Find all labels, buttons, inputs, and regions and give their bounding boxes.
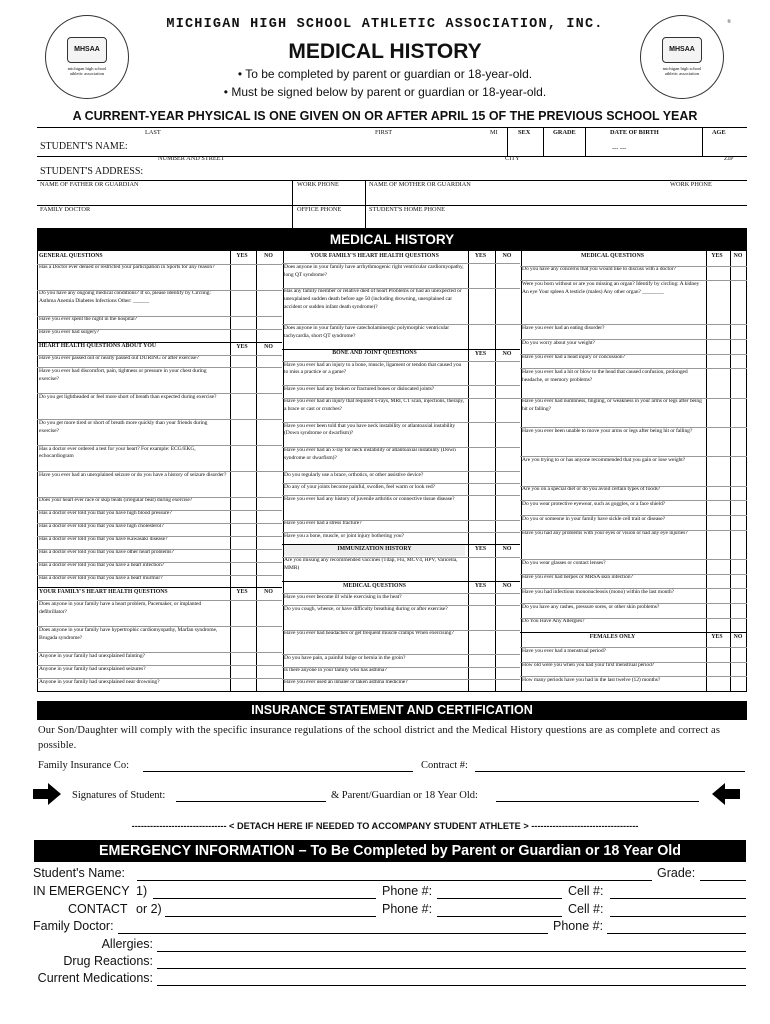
yes-answer-cell[interactable]: [230, 627, 254, 651]
question-text: Have you ever had a head injury or concussion?: [522, 354, 625, 361]
question-text: Does your heart ever race or skip beats (irregular beat) during exercise?: [39, 497, 193, 504]
question-text: Has a doctor ever told you that you have a heart murmur?: [39, 575, 163, 582]
yes-answer-cell[interactable]: [468, 680, 493, 690]
question-text: Have you ever had discomfort, pain, tightness or pressure in your chest during exercise?: [39, 367, 207, 382]
current-medications-label: Current Medications:: [37, 971, 153, 985]
no-answer-cell[interactable]: [730, 677, 746, 690]
no-column-label: NO: [502, 350, 512, 357]
question-text: Have you ever had an injury that required x-rays, MRI, CT scan, injections, therapy, a brace or cast or crutches?: [284, 398, 465, 412]
question-text: Do you get more tired or short of breath more quickly than your friends during exercise?: [39, 419, 208, 434]
student-signature-label: Signatures of Student:: [72, 790, 166, 801]
yes-answer-cell[interactable]: [230, 498, 254, 509]
yes-answer-cell[interactable]: [468, 264, 493, 286]
work-phone-1-label: WORK PHONE: [297, 181, 339, 188]
father-label: NAME OF FATHER OR GUARDIAN: [40, 181, 139, 188]
question-text: Has a doctor ever told you that you have other heart problems?: [39, 549, 174, 556]
yes-answer-cell[interactable]: [468, 423, 493, 445]
no-answer-cell[interactable]: [730, 648, 746, 661]
no-answer-cell[interactable]: [730, 399, 746, 426]
yes-column-label: YES: [474, 350, 487, 357]
medical-history-header: MEDICAL HISTORY: [37, 229, 747, 250]
yes-answer-cell[interactable]: [230, 576, 254, 587]
yes-answer-cell[interactable]: [706, 663, 728, 676]
no-answer-cell[interactable]: [730, 325, 746, 338]
no-answer-cell[interactable]: [256, 265, 281, 289]
yes-answer-cell[interactable]: [230, 679, 254, 690]
question-text: Do you get lightheaded or feel more short of breath than expected during exercise?: [39, 393, 217, 400]
parent-signature-field[interactable]: [496, 801, 699, 802]
yes-answer-cell[interactable]: [706, 281, 728, 323]
question-text: Have you ever had headaches or get frequent muscle cramps When exercising?: [284, 630, 454, 637]
yes-answer-cell[interactable]: [706, 589, 728, 602]
section-heading: MEDICAL QUESTIONS: [581, 252, 644, 259]
question-text: Were you born without or are you missing an organ? Identify by circling: A kidney An eye Your spleen A testicle (males) Any other organ? ________: [522, 280, 700, 295]
question-text: Do you worry about your weight?: [522, 339, 595, 346]
yes-answer-cell[interactable]: [230, 666, 254, 677]
yes-answer-cell[interactable]: [230, 368, 254, 392]
yes-answer-cell[interactable]: [468, 399, 493, 421]
question-text: Does anyone in your family have arrhythmogenic right ventricular cardiomyopathy, long QT syndrome?: [284, 263, 464, 278]
no-answer-cell[interactable]: [730, 281, 746, 323]
yes-answer-cell[interactable]: [706, 428, 728, 455]
no-answer-cell[interactable]: [730, 487, 746, 500]
physical-notice: A CURRENT-YEAR PHYSICAL IS ONE GIVEN ON OR AFTER APRIL 15 OF THE PREVIOUS SCHOOL YEAR: [72, 109, 698, 123]
question-text: Are you on a special diet or do you avoid certain types of foods?: [522, 486, 661, 493]
cell-1-label: Cell #:: [568, 884, 604, 898]
no-answer-cell[interactable]: [495, 448, 519, 470]
logo-caption: michigan high school athletic association: [67, 66, 107, 76]
insurance-company-label: Family Insurance Co:: [38, 760, 129, 771]
yes-answer-cell[interactable]: [468, 448, 493, 470]
yes-answer-cell[interactable]: [468, 289, 493, 324]
question-text: Has a doctor ever told you that you have high cholesterol?: [39, 523, 164, 530]
logo-badge: MHSAA: [662, 37, 702, 63]
question-text: Have you ever had surgery?: [39, 329, 100, 336]
first-label: FIRST: [375, 129, 393, 136]
no-answer-cell[interactable]: [495, 631, 519, 653]
cell-2-field[interactable]: [610, 916, 746, 917]
no-answer-cell[interactable]: [730, 619, 746, 632]
no-answer-cell[interactable]: [256, 511, 281, 522]
question-text: Does anyone in your family have catecholaminergic polymorphic ventricular tachycardia, short QT syndrome?: [284, 324, 450, 339]
insurance-statement: Our Son/Daughter will comply with the specific insurance regulations of the school district and the Medical History questions are as complete and correct as possible.: [38, 725, 721, 751]
yes-answer-cell[interactable]: [230, 524, 254, 535]
org-name: MICHIGAN HIGH SCHOOL ATHLETIC ASSOCIATION, INC.: [166, 17, 604, 32]
yes-answer-cell[interactable]: [468, 386, 493, 396]
yes-answer-cell[interactable]: [230, 537, 254, 548]
question-text: Do You Have Any Allergies?: [522, 618, 585, 625]
question-text: Do you have pain, a painful bulge or hernia in the groin?: [284, 654, 406, 661]
logo-badge: MHSAA: [67, 37, 107, 63]
contract-field[interactable]: [475, 771, 745, 772]
no-answer-cell[interactable]: [256, 679, 281, 690]
no-answer-cell[interactable]: [256, 498, 281, 509]
yes-answer-cell[interactable]: [468, 668, 493, 678]
no-answer-cell[interactable]: [730, 531, 746, 558]
question-text: Has a doctor ever told you that you have a heart infection?: [39, 562, 165, 569]
phone-2-field[interactable]: [437, 916, 562, 917]
question-text: Anyone in your family had unexplained near drowning?: [39, 678, 160, 685]
yes-answer-cell[interactable]: [468, 496, 493, 518]
section-heading: YOUR FAMILY'S HEART HEALTH QUESTIONS: [39, 588, 168, 595]
home-phone-label: STUDENT'S HOME PHONE: [369, 206, 445, 213]
no-answer-cell[interactable]: [495, 533, 519, 543]
no-answer-cell[interactable]: [256, 601, 281, 625]
yes-answer-cell[interactable]: [468, 655, 493, 665]
question-text: Have you ever had a hit or blow to the head that caused confusion, prolonged headache, or memory problems?: [522, 368, 688, 383]
yes-answer-cell[interactable]: [706, 457, 728, 484]
drug-reactions-field[interactable]: [157, 968, 746, 969]
no-answer-cell[interactable]: [256, 472, 281, 496]
no-answer-cell[interactable]: [495, 496, 519, 518]
yes-answer-cell[interactable]: [230, 446, 254, 470]
yes-answer-cell[interactable]: [706, 575, 728, 588]
no-answer-cell[interactable]: [256, 368, 281, 392]
no-answer-cell[interactable]: [495, 558, 519, 580]
no-column-label: NO: [502, 253, 512, 259]
no-column-label: NO: [264, 343, 273, 350]
yes-answer-cell[interactable]: [468, 484, 493, 494]
no-answer-cell[interactable]: [495, 289, 519, 324]
yes-answer-cell[interactable]: [230, 265, 254, 289]
arrow-left-icon: [712, 783, 740, 805]
in-emergency-label: IN EMERGENCY: [33, 884, 130, 898]
yes-answer-cell[interactable]: [230, 550, 254, 561]
yes-answer-cell[interactable]: [706, 340, 728, 353]
section-heading: MEDICAL QUESTIONS: [343, 582, 406, 589]
no-answer-cell[interactable]: [730, 663, 746, 676]
yes-answer-cell[interactable]: [706, 267, 728, 280]
no-answer-cell[interactable]: [256, 627, 281, 651]
no-answer-cell[interactable]: [730, 560, 746, 573]
question-text: Have you ever been told that you have neck instability or atlantoaxial instability (Down syndrome or dwarfism)?: [284, 422, 456, 437]
yes-answer-cell[interactable]: [468, 606, 493, 628]
yes-answer-cell[interactable]: [706, 531, 728, 558]
question-text: Have you ever had a stress fracture?: [284, 520, 362, 527]
student-name-label: STUDENT'S NAME:: [40, 141, 128, 152]
doctor-label: FAMILY DOCTOR: [40, 206, 91, 213]
question-text: Have you ever had an eating disorder?: [522, 324, 605, 331]
yes-column-label: YES: [474, 253, 487, 259]
no-answer-cell[interactable]: [730, 267, 746, 280]
section-heading: IMMUNIZATION HISTORY: [284, 545, 465, 556]
yes-answer-cell[interactable]: [706, 560, 728, 573]
question-text: Do you wear protective eyewear, such as goggles, or a face shield?: [522, 500, 666, 507]
question-text: Do you cough, wheeze, or have difficulty breathing during or after exercise?: [284, 605, 448, 612]
grade-field[interactable]: [700, 880, 746, 881]
mother-label: NAME OF MOTHER OR GUARDIAN: [369, 181, 471, 188]
no-answer-cell[interactable]: [730, 369, 746, 396]
question-text: Does anyone in your family have hypertrophic cardiomyopathy, Marfan syndrome, Brugada syndrome?: [39, 626, 218, 641]
no-answer-cell[interactable]: [256, 356, 281, 367]
yes-answer-cell[interactable]: [230, 653, 254, 664]
no-column-label: NO: [502, 583, 512, 589]
no-answer-cell[interactable]: [256, 524, 281, 535]
question-text: Does anyone in your family have a heart problem, Pacemaker, or implanted defibrillator?: [39, 600, 202, 615]
no-answer-cell[interactable]: [495, 264, 519, 286]
city-label: CITY: [505, 155, 520, 162]
question-text: Has any family member or relative died of heart Problems or had an unexpected or unexplained sudden death before age 50 (including drowning, unexplained car accident or sudden infant death syndrome)?: [284, 288, 462, 310]
contract-label: Contract #:: [421, 760, 468, 771]
question-text: Anyone in your family had unexplained fainting?: [39, 652, 145, 659]
yes-answer-cell[interactable]: [468, 558, 493, 580]
phone-1-field[interactable]: [437, 898, 562, 899]
grade-label: Grade:: [657, 866, 696, 880]
yes-answer-cell[interactable]: [706, 325, 728, 338]
question-text: Have you ever been unable to move your arms or legs after being hit or falling?: [522, 427, 693, 434]
zip-label: ZIP: [724, 155, 734, 162]
doctor-phone-field[interactable]: [607, 933, 746, 934]
logo-caption: michigan high school athletic association: [662, 66, 702, 76]
no-column-label: NO: [264, 589, 273, 596]
no-answer-cell[interactable]: [495, 325, 519, 347]
no-answer-cell[interactable]: [495, 472, 519, 482]
yes-answer-cell[interactable]: [706, 648, 728, 661]
yes-answer-cell[interactable]: [706, 604, 728, 617]
insurance-company-field[interactable]: [143, 771, 413, 772]
no-answer-cell[interactable]: [495, 521, 519, 531]
no-column-label: NO: [502, 546, 512, 553]
phone-1-label: Phone #:: [382, 884, 433, 898]
grade-label: GRADE: [553, 129, 576, 136]
question-text: Do any of your joints become painful, swollen, feel warm or look red?: [284, 483, 435, 490]
yes-answer-cell[interactable]: [706, 516, 728, 529]
question-text: Have you ever had herpes or MRSA skin infection?: [522, 574, 633, 581]
no-answer-cell[interactable]: [495, 655, 519, 665]
no-answer-cell[interactable]: [730, 457, 746, 484]
family-doctor-field[interactable]: [118, 933, 548, 934]
page-title: MEDICAL HISTORY: [288, 40, 482, 63]
yes-column-label: YES: [236, 589, 248, 596]
question-text: Have you had any problems with your eyes or vision or had any eye injuries?: [522, 530, 688, 537]
question-text: Have you had infectious mononucleosis (mono) within the last month?: [522, 588, 674, 595]
no-answer-cell[interactable]: [495, 594, 519, 604]
yes-answer-cell[interactable]: [230, 511, 254, 522]
dob-label: DATE OF BIRTH: [610, 129, 659, 136]
yes-answer-cell[interactable]: [468, 325, 493, 347]
last-label: LAST: [145, 129, 161, 136]
emergency-header: EMERGENCY INFORMATION – To Be Completed by Parent or Guardian or 18 Year Old: [34, 840, 746, 862]
no-column-label: NO: [733, 253, 743, 259]
no-column-label: NO: [264, 253, 273, 259]
student-signature-field[interactable]: [176, 801, 326, 802]
family-doctor-label: Family Doctor:: [33, 919, 114, 933]
student-name-label: Student's Name:: [33, 866, 126, 880]
no-answer-cell[interactable]: [495, 606, 519, 628]
instruction-1: • To be completed by parent or guardian or 18-year-old.: [237, 67, 533, 81]
no-answer-cell[interactable]: [730, 340, 746, 353]
question-text: Do you regularly use a brace, orthotics, or other assistive device?: [284, 471, 424, 478]
question-text: Have you ever had a menstrual period?: [522, 647, 606, 654]
no-answer-cell[interactable]: [256, 446, 281, 470]
no-answer-cell[interactable]: [256, 653, 281, 664]
section-heading: BONE AND JOINT QUESTIONS: [332, 350, 417, 357]
yes-answer-cell[interactable]: [706, 355, 728, 368]
yes-answer-cell[interactable]: [706, 399, 728, 426]
yes-answer-cell[interactable]: [230, 317, 254, 328]
sex-label: SEX: [518, 129, 531, 136]
no-answer-cell[interactable]: [730, 428, 746, 455]
no-answer-cell[interactable]: [256, 666, 281, 677]
age-label: AGE: [712, 129, 726, 136]
no-answer-cell[interactable]: [256, 420, 281, 444]
question-text: Have you ever had an unexplained seizure or do you have a history of seizure disorder?: [39, 471, 227, 478]
no-answer-cell[interactable]: [495, 362, 519, 384]
yes-answer-cell[interactable]: [230, 601, 254, 625]
question-text: Have you a bone, muscle, or joint injury bothering you?: [284, 532, 404, 539]
yes-answer-cell[interactable]: [468, 631, 493, 653]
yes-answer-cell[interactable]: [230, 356, 254, 367]
no-answer-cell[interactable]: [256, 330, 281, 341]
work-phone-2-label: WORK PHONE: [670, 181, 712, 188]
insurance-header: INSURANCE STATEMENT AND CERTIFICATION: [37, 701, 747, 720]
no-answer-cell[interactable]: [495, 386, 519, 396]
yes-column-label: YES: [474, 546, 487, 553]
yes-answer-cell[interactable]: [230, 291, 254, 315]
question-text: Have you ever had any history of juvenile arthritis or connective tissue disease?: [284, 495, 455, 502]
cell-1-field[interactable]: [610, 898, 746, 899]
yes-column-label: YES: [711, 634, 723, 641]
yes-answer-cell[interactable]: [230, 420, 254, 444]
street-label: NUMBER AND STREET: [158, 155, 225, 162]
question-text: Are you trying to or has anyone recommended that you gain or lose weight?: [522, 456, 686, 463]
question-text: Have you ever spent the night in the hospital?: [39, 316, 137, 323]
question-text: Have you ever had numbness, tingling, or weakness in your arms or legs after being hit or falling?: [522, 398, 702, 412]
detach-line: ------------------------------- < DETACH HERE IF NEEDED TO ACCOMPANY STUDENT ATHLETE > -----------------------------------: [131, 821, 639, 831]
yes-answer-cell[interactable]: [468, 472, 493, 482]
question-text: Do you have any concerns that you would like to discuss with a doctor?: [522, 266, 676, 273]
no-answer-cell[interactable]: [256, 563, 281, 574]
section-heading: FEMALES ONLY: [589, 633, 636, 640]
question-text: Has a doctor ever ordered a test for your heart? For example: ECG/EKG, echocardiogram: [39, 445, 196, 460]
no-answer-cell[interactable]: [730, 501, 746, 514]
yes-column-label: YES: [236, 253, 248, 259]
question-text: Have you ever had any broken or fractured bones or dislocated joints?: [284, 385, 435, 392]
dob-separators: --- ---: [612, 145, 627, 152]
question-text: Do you have any rashes, pressure sores, or other skin problems?: [522, 603, 660, 610]
yes-answer-cell[interactable]: [468, 533, 493, 543]
yes-column-label: YES: [236, 343, 248, 350]
contact-label: CONTACT: [68, 902, 128, 916]
section-heading: GENERAL QUESTIONS: [39, 252, 103, 259]
question-text: Do you wear glasses or contact lenses?: [522, 559, 606, 566]
contact-2-label: or 2): [136, 902, 162, 916]
current-medications-field[interactable]: [157, 985, 746, 986]
question-text: Have you ever had an x-ray for neck instability or atlantoaxial instability (Down syndrome or dwarfism)?: [284, 447, 456, 461]
question-text: Do you or someone in your family have sickle cell trait or disease?: [522, 515, 666, 522]
no-answer-cell[interactable]: [495, 680, 519, 690]
no-answer-cell[interactable]: [256, 317, 281, 328]
question-text: Are you missing any recommended vaccines (Tdap, Flu, MCV4, HPV, Varicella, MMR): [284, 557, 458, 571]
question-text: How old were you when you had your first menstrual period?: [522, 662, 655, 669]
no-answer-cell[interactable]: [495, 668, 519, 678]
allergies-field[interactable]: [157, 951, 746, 952]
student-info-box: [37, 127, 747, 229]
phone-2-label: Phone #:: [382, 902, 433, 916]
yes-answer-cell[interactable]: [230, 330, 254, 341]
contact-1-field[interactable]: [153, 898, 376, 899]
yes-answer-cell[interactable]: [706, 677, 728, 690]
office-phone-label: OFFICE PHONE: [297, 206, 342, 213]
section-heading: YOUR FAMILY'S HEART HEALTH QUESTIONS: [310, 252, 439, 259]
question-text: Has a doctor ever told you that you have Kawasaki disease?: [39, 536, 168, 543]
no-answer-cell[interactable]: [256, 537, 281, 548]
registered-mark: ®: [727, 20, 731, 25]
section-heading: HEART HEALTH QUESTIONS ABOUT YOU: [39, 343, 157, 350]
yes-answer-cell[interactable]: [706, 619, 728, 632]
yes-column-label: YES: [711, 253, 723, 259]
allergies-label: Allergies:: [101, 937, 153, 951]
no-answer-cell[interactable]: [256, 394, 281, 418]
no-answer-cell[interactable]: [256, 576, 281, 587]
question-text: Anyone in your family had unexplained seizures?: [39, 665, 146, 672]
emergency-student-name-field[interactable]: [137, 880, 652, 881]
cell-2-label: Cell #:: [568, 902, 604, 916]
question-text: How many periods have you had in the last twelve (12) months?: [522, 676, 661, 683]
no-answer-cell[interactable]: [730, 575, 746, 588]
no-answer-cell[interactable]: [730, 589, 746, 602]
yes-answer-cell[interactable]: [706, 369, 728, 396]
no-answer-cell[interactable]: [495, 423, 519, 445]
question-text: Is there anyone in your family who has asthma?: [284, 667, 387, 674]
yes-answer-cell[interactable]: [230, 472, 254, 496]
question-text: Have you ever passed out or nearly passed out DURING or after exercise?: [39, 355, 199, 362]
arrow-right-icon: [33, 783, 61, 805]
no-answer-cell[interactable]: [495, 399, 519, 421]
doctor-phone-label: Phone #:: [553, 919, 604, 933]
yes-answer-cell[interactable]: [468, 521, 493, 531]
contact-2-field[interactable]: [165, 916, 376, 917]
question-text: Have you ever become ill while exercising in the heat?: [284, 593, 402, 600]
no-answer-cell[interactable]: [730, 355, 746, 368]
yes-answer-cell[interactable]: [468, 362, 493, 384]
instruction-2: • Must be signed below by parent or guardian or 18-year-old.: [223, 85, 547, 99]
question-text: Has a doctor ever told you that you have high blood pressure?: [39, 510, 172, 517]
question-text: Have you ever had an injury to a bone, muscle, ligament or tendon that caused you to miss a practice or a game?: [284, 361, 462, 376]
yes-answer-cell[interactable]: [230, 563, 254, 574]
parent-signature-label: & Parent/Guardian or 18 Year Old:: [331, 790, 478, 801]
yes-answer-cell[interactable]: [706, 501, 728, 514]
no-answer-cell[interactable]: [730, 516, 746, 529]
student-address-label: STUDENT'S ADDRESS:: [40, 166, 144, 177]
drug-reactions-label: Drug Reactions:: [63, 954, 153, 968]
no-column-label: NO: [733, 634, 743, 641]
contact-1-label: 1): [136, 884, 148, 898]
question-text: Has a Doctor ever denied or restricted your participation in Sports for any reason?: [39, 264, 215, 271]
no-answer-cell[interactable]: [730, 604, 746, 617]
no-answer-cell[interactable]: [495, 484, 519, 494]
question-text: Have you ever used an inhaler or taken asthma medicine?: [284, 679, 408, 686]
question-text: Do you have any ongoing medical conditions? If so, please Identify by Circling: Asthma Anemia Diabetes Infections Other: ______: [39, 290, 211, 305]
yes-answer-cell[interactable]: [468, 594, 493, 604]
yes-answer-cell[interactable]: [706, 487, 728, 500]
no-answer-cell[interactable]: [256, 550, 281, 561]
yes-column-label: YES: [474, 583, 487, 589]
yes-answer-cell[interactable]: [230, 394, 254, 418]
no-answer-cell[interactable]: [256, 291, 281, 315]
mi-label: MI: [490, 129, 498, 136]
